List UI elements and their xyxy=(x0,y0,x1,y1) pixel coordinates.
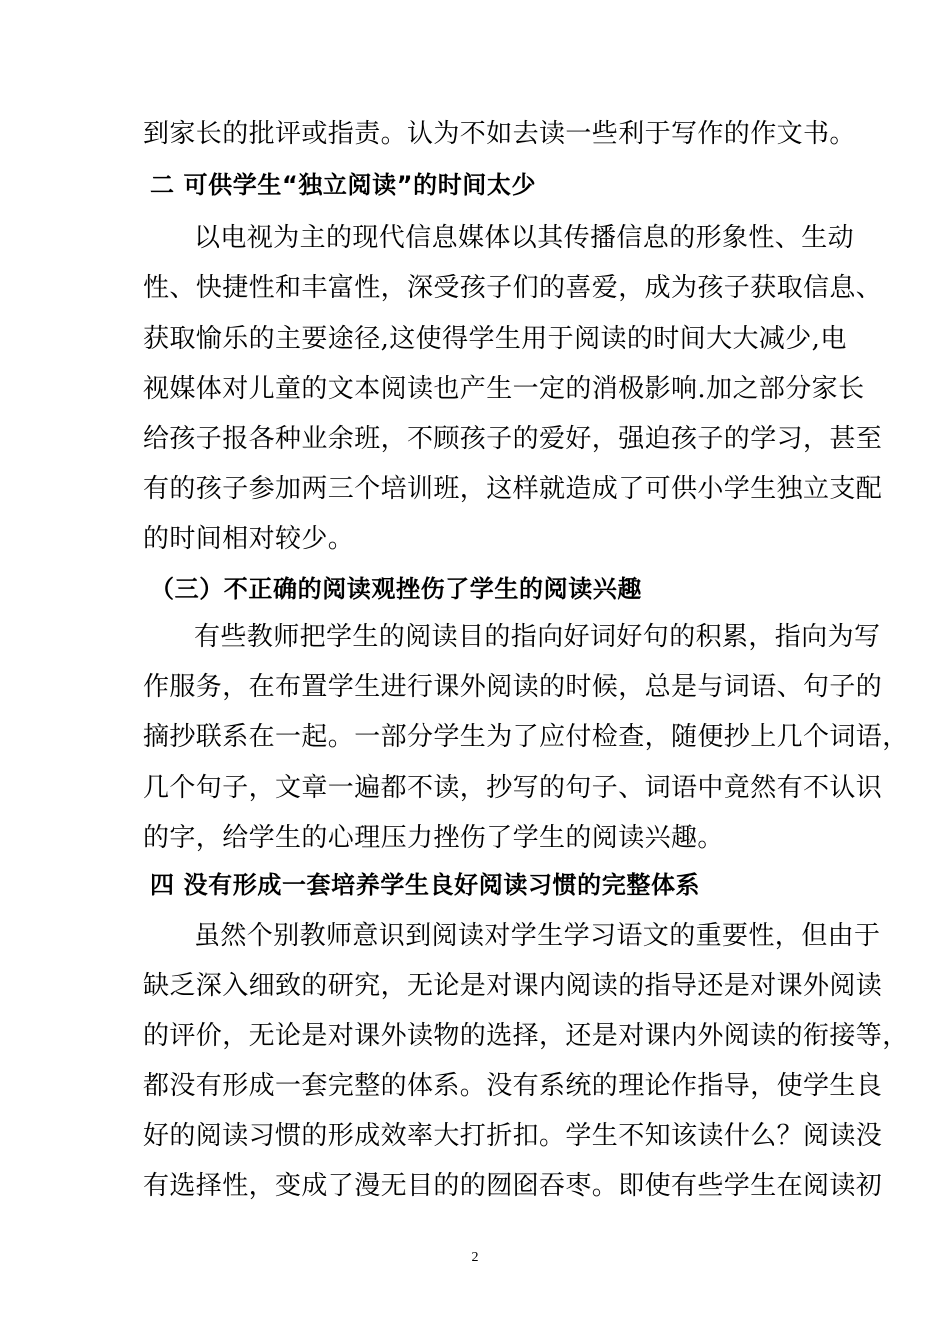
section-heading: （三）不正确的阅读观挫伤了学生的阅读兴趣 xyxy=(150,575,642,603)
section-heading: 四 没有形成一套培养学生良好阅读习惯的完整体系 xyxy=(150,871,701,899)
body-text-line: 好的阅读习惯的形成效率大打折扣。学生不知该读什么？阅读没 xyxy=(143,1121,883,1151)
body-text-line: 有的孩子参加两三个培训班，这样就造成了可供小学生独立支配 xyxy=(143,474,883,504)
body-text-line: 获取愉乐的主要途径,这使得学生用于阅读的时间大大减少,电 xyxy=(143,324,847,354)
body-text-line: 缺乏深入细致的研究，无论是对课内阅读的指导还是对课外阅读 xyxy=(143,971,883,1001)
body-text-line: 作服务，在布置学生进行课外阅读的时候，总是与词语、句子的 xyxy=(143,672,883,702)
body-text-line: 的时间相对较少。 xyxy=(143,524,355,554)
body-text-line: 以电视为主的现代信息媒体以其传播信息的形象性、生动 xyxy=(194,223,855,253)
body-text-line: 的字，给学生的心理压力挫伤了学生的阅读兴趣。 xyxy=(143,823,724,853)
body-text-line: 摘抄联系在一起。一部分学生为了应付检查，随便抄上几个词语， xyxy=(143,722,909,752)
body-text-line: 有些教师把学生的阅读目的指向好词好句的积累，指向为写 xyxy=(194,622,881,652)
body-text-line: 虽然个别教师意识到阅读对学生学习语文的重要性，但由于 xyxy=(194,921,881,951)
body-text-line: 性、快捷性和丰富性，深受孩子们的喜爱，成为孩子获取信息、 xyxy=(143,273,883,303)
section-heading: 二 可供学生“独立阅读”的时间太少 xyxy=(150,171,537,199)
body-text-line: 到家长的批评或指责。认为不如去读一些利于写作的作文书。 xyxy=(143,119,856,149)
body-text-line: 都没有形成一套完整的体系。没有系统的理论作指导，使学生良 xyxy=(143,1071,883,1101)
body-text-line: 有选择性，变成了漫无目的的囫囵吞枣。即使有些学生在阅读初 xyxy=(143,1171,883,1201)
body-text-line: 的评价，无论是对课外读物的选择，还是对课内外阅读的衔接等， xyxy=(143,1021,909,1051)
body-text-line: 给孩子报各种业余班，不顾孩子的爱好，强迫孩子的学习，甚至 xyxy=(143,424,883,454)
body-text-line: 几个句子，文章一遍都不读，抄写的句子、词语中竟然有不认识 xyxy=(143,773,883,803)
body-text-line: 视媒体对儿童的文本阅读也产生一定的消极影响.加之部分家长 xyxy=(143,374,865,404)
page-number: 2 xyxy=(471,1250,479,1265)
